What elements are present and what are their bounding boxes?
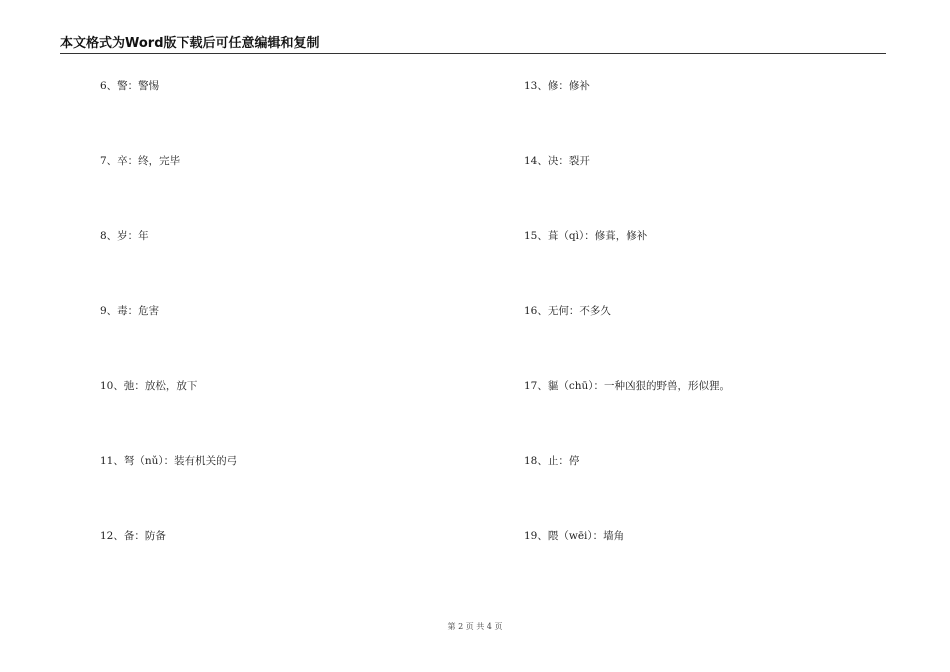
header-title: 本文格式为Word版下载后可任意编辑和复制 [60,36,320,51]
entry-right-18: 18、止：停 [524,455,580,467]
page-number: 第 2 页 共 4 页 [447,622,503,631]
entry-left-6: 6、警：警惕 [100,80,160,92]
entry-right-14: 14、决：裂开 [524,155,590,167]
entry-right-19: 19、隈（wēi）：墙角 [524,530,625,542]
entry-left-10: 10、弛：放松，放下 [100,380,198,392]
entry-left-12: 12、备：防备 [100,530,166,542]
entry-right-17: 17、貙（chū）：一种凶狠的野兽，形似狸。 [524,380,731,392]
entry-right-15: 15、葺（qì）：修葺，修补 [524,230,648,242]
entry-left-9: 9、毒：危害 [100,305,160,317]
entry-right-16: 16、无何：不多久 [524,305,611,317]
entry-left-8: 8、岁：年 [100,230,149,242]
entry-left-11: 11、弩（nǔ）：装有机关的弓 [100,455,238,467]
entry-left-7: 7、卒：终，完毕 [100,155,181,167]
entry-right-13: 13、修：修补 [524,80,590,92]
page-header [60,36,886,54]
